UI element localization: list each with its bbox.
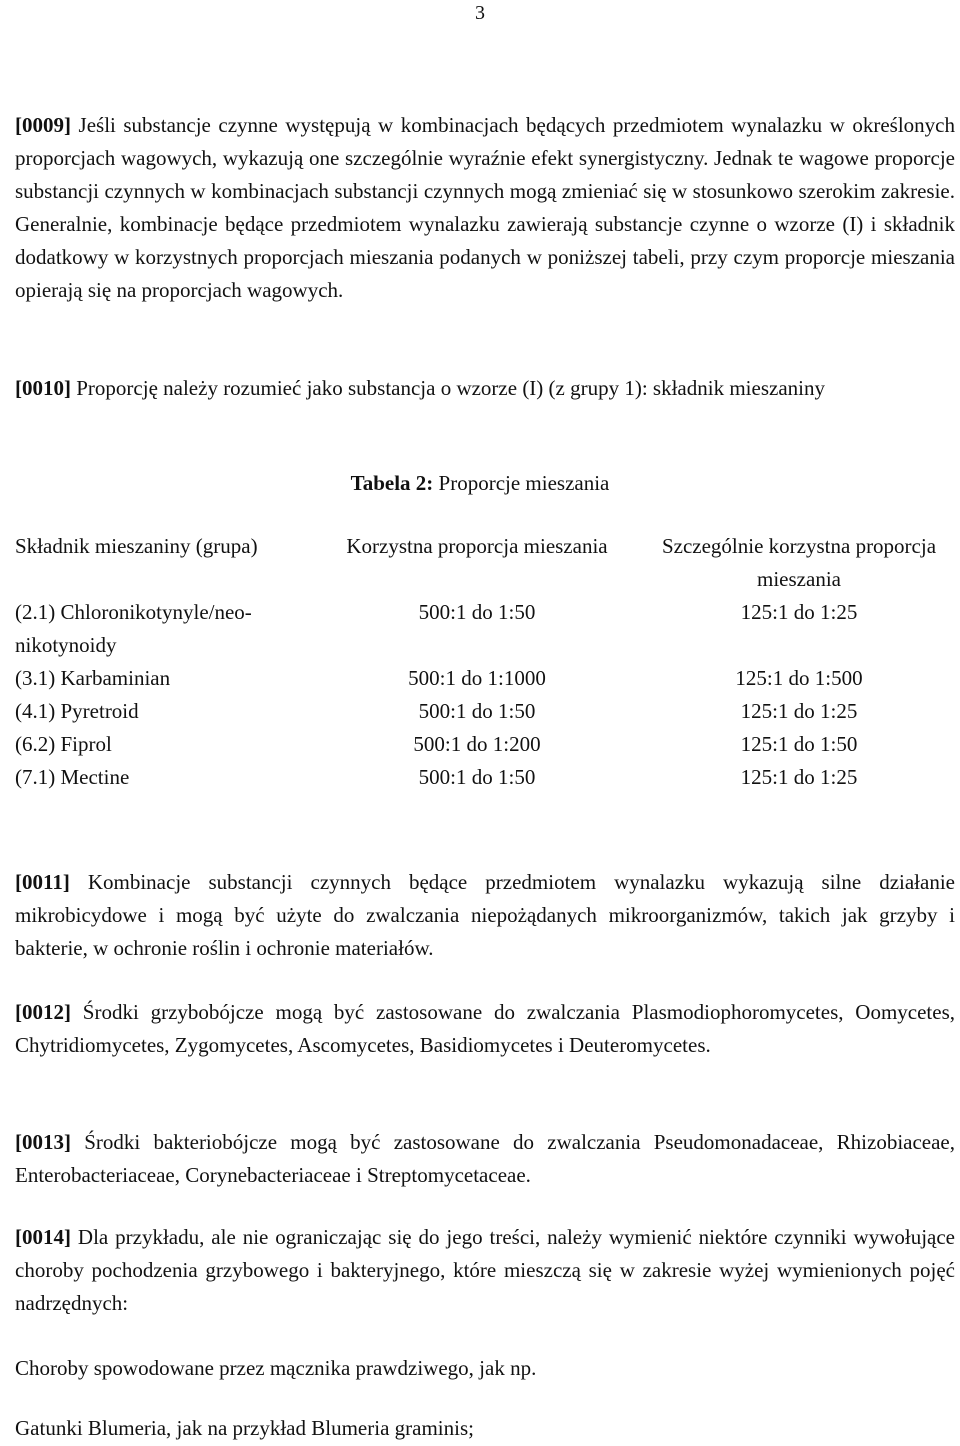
paragraph-text: Środki bakteriobójcze mogą być zastosowane do zwalczania Pseudomonadaceae, Rhizobiaceae, Enterobacteriaceae, Corynebacteriaceae i Streptomycetaceae. xyxy=(15,1130,956,1187)
cell-preferred-ratio: 500:1 do 1:1000 xyxy=(408,666,546,690)
table-row xyxy=(15,662,955,695)
paragraph-0011 xyxy=(15,866,955,965)
paragraph-text: Dla przykładu, ale nie ograniczając się do jego treści, należy wymienić niektóre czynniki wywołujące choroby pochodzenia grzybowego i bakteryjnego, które mieszczą się w zakresie wyżej wymienionych pojęć nadrzędnych: xyxy=(15,1225,955,1315)
paragraph-tag: [0010] xyxy=(15,376,71,400)
cell-component: (3.1) Karbaminian xyxy=(15,666,171,690)
cell-preferred-ratio: 500:1 do 1:50 xyxy=(418,600,536,624)
table-caption-label: Tabela 2: xyxy=(350,471,434,495)
paragraph-0010 xyxy=(15,372,955,405)
table-row xyxy=(15,728,955,761)
header-especially-preferred-ratio: Szczególnie korzystna proporcja mieszania xyxy=(661,534,937,591)
cell-especially-preferred-ratio: 125:1 do 1:50 xyxy=(740,732,858,756)
paragraph-text: Proporcję należy rozumieć jako substancja o wzorze (I) (z grupy 1): składnik mieszaniny xyxy=(76,376,825,400)
paragraph-0009 xyxy=(15,109,955,307)
cell-especially-preferred-ratio: 125:1 do 1:25 xyxy=(740,600,858,624)
paragraph-0012 xyxy=(15,996,955,1062)
table-row xyxy=(15,596,955,662)
cell-component: (6.2) Fiprol xyxy=(15,732,112,756)
page-number: 3 xyxy=(475,2,485,24)
table-caption xyxy=(0,467,960,500)
table-caption-title: Proporcje mieszania xyxy=(433,471,610,495)
paragraph-tag: [0009] xyxy=(15,113,71,137)
table-header-row xyxy=(15,530,955,596)
cell-preferred-ratio: 500:1 do 1:200 xyxy=(413,732,541,756)
mixing-ratio-table xyxy=(15,530,955,794)
paragraph-text: Środki grzybobójcze mogą być zastosowane do zwalczania Plasmodiophoromycetes, Oomycetes, Chytridiomycetes, Zygomycetes, Ascomycetes, Basidiomycetes i Deuteromycetes. xyxy=(15,1000,955,1057)
line-gatunki: Gatunki Blumeria, jak na przykład Blumeria graminis; xyxy=(15,1416,474,1440)
header-component: Składnik mieszaniny (grupa) xyxy=(15,534,258,558)
cell-component: (2.1) Chloronikotynyle/neo-nikotynoidy xyxy=(15,600,252,657)
paragraph-text: Jeśli substancje czynne występują w kombinacjach będących przedmiotem wynalazku w określonych proporcjach wagowych, wykazują one szczególnie wyraźnie efekt synergistyczny. Jednak te wagowe proporcje substancji czynnych w kombinacjach substancji czynnych mogą zmieniać się w stosunkowo szerokim zakresie. Generalnie, kombinacje będące przedmiotem wynalazku zawierają substancje czynne o wzorze (I) i składnik dodatkowy w korzystnych proporcjach mieszania podanych w poniższej tabeli, przy czym proporcje mieszania opierają się na proporcjach wagowych. xyxy=(15,113,955,302)
paragraph-tag: [0014] xyxy=(15,1225,71,1249)
table-row xyxy=(15,761,955,794)
cell-especially-preferred-ratio: 125:1 do 1:25 xyxy=(740,699,858,723)
paragraph-tag: [0011] xyxy=(15,870,70,894)
cell-component: (7.1) Mectine xyxy=(15,765,130,789)
cell-component: (4.1) Pyretroid xyxy=(15,699,139,723)
cell-especially-preferred-ratio: 125:1 do 1:25 xyxy=(740,765,858,789)
paragraph-text: Kombinacje substancji czynnych będące przedmiotem wynalazku wykazują silne działanie mikrobicydowe i mogą być użyte do zwalczania niepożądanych mikroorganizmów, takich jak grzyby i bakterie, w ochronie roślin i ochronie materiałów. xyxy=(15,870,955,960)
cell-preferred-ratio: 500:1 do 1:50 xyxy=(418,699,536,723)
paragraph-tag: [0013] xyxy=(15,1130,71,1154)
paragraph-0014 xyxy=(15,1221,955,1320)
cell-preferred-ratio: 500:1 do 1:50 xyxy=(418,765,536,789)
table-row xyxy=(15,695,955,728)
line-choroby: Choroby spowodowane przez mącznika prawdziwego, jak np. xyxy=(15,1356,537,1380)
cell-especially-preferred-ratio: 125:1 do 1:500 xyxy=(735,666,863,690)
header-preferred-ratio: Korzystna proporcja mieszania xyxy=(346,534,608,558)
paragraph-tag: [0012] xyxy=(15,1000,71,1024)
paragraph-0013 xyxy=(15,1126,955,1192)
